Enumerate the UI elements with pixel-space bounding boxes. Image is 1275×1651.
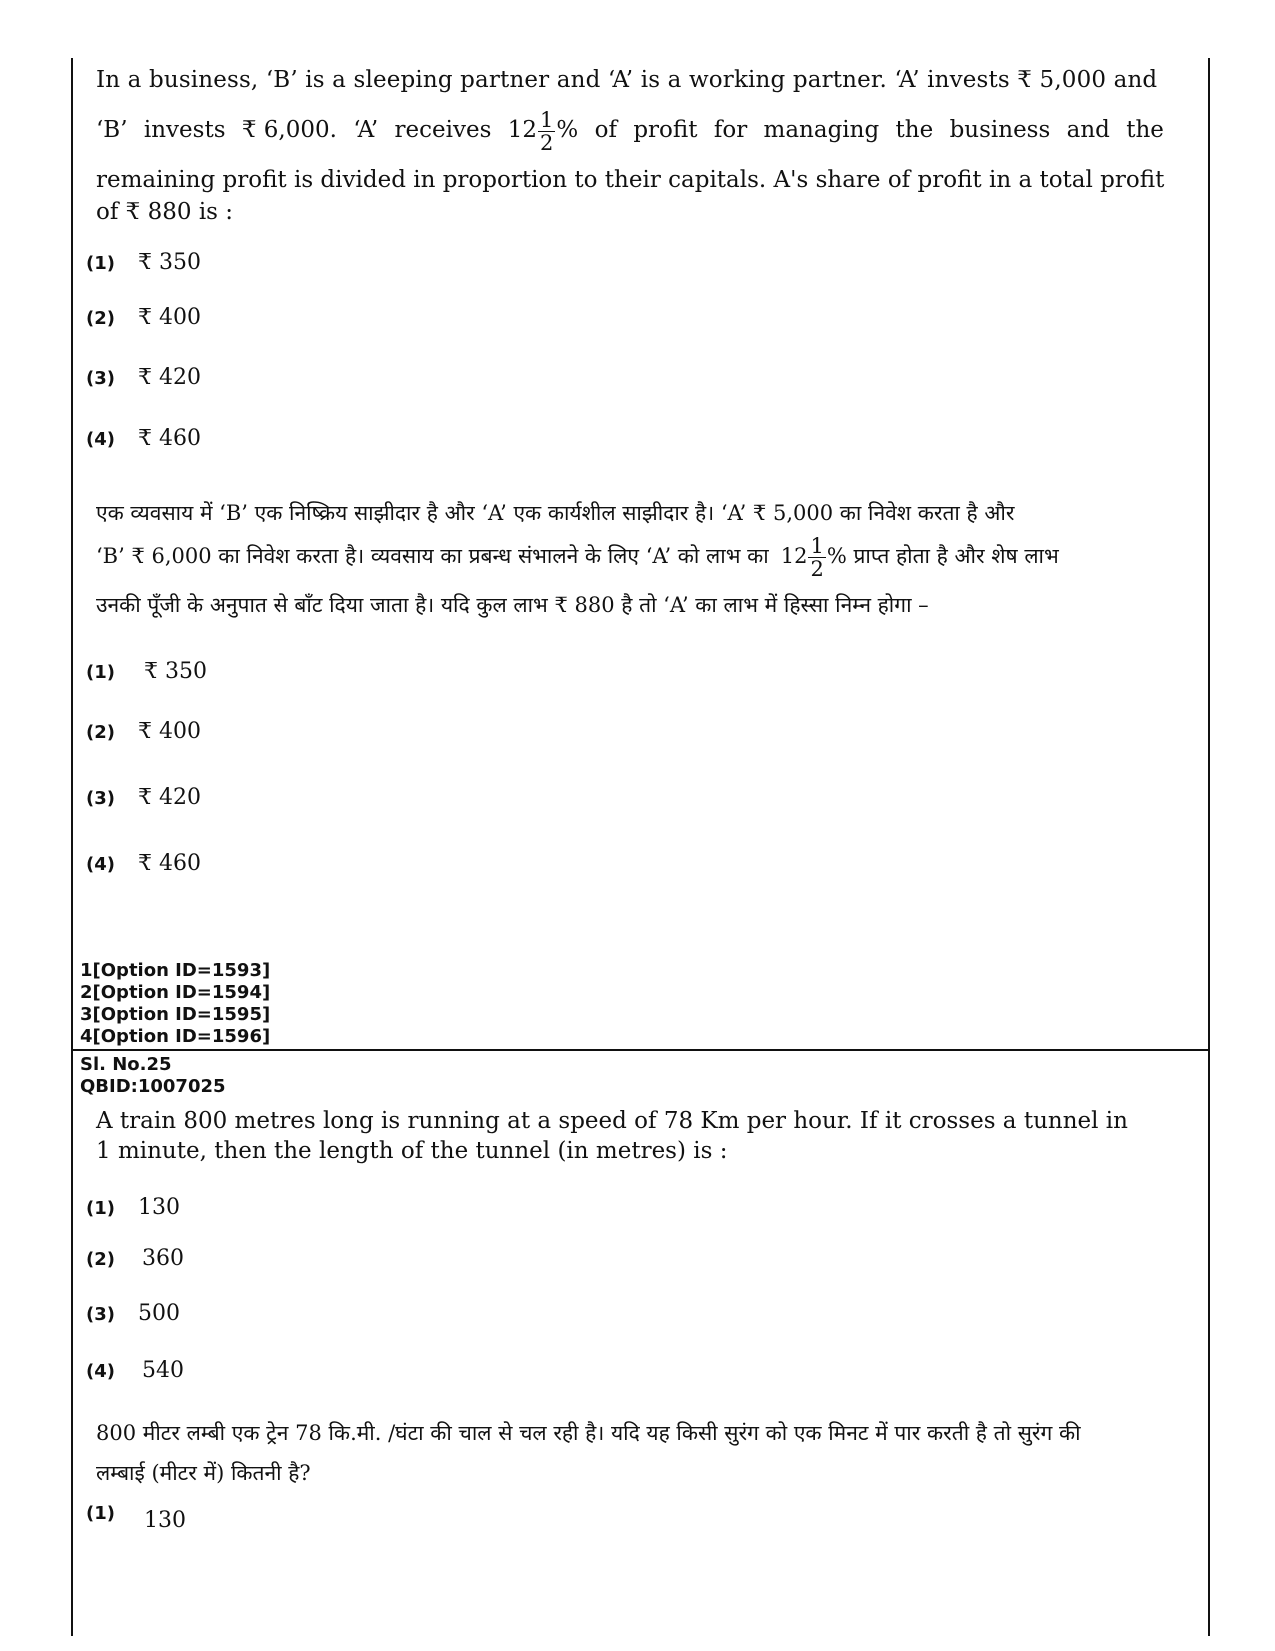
- q25-en-line-1: [96, 1106, 1164, 1136]
- page-border-right: [1208, 58, 1210, 1636]
- q24-en-word: receives: [394, 117, 492, 143]
- q24-hi-line-2-b: % प्राप्त होता है और शेष लाभ: [826, 544, 1059, 568]
- q24-hi-option-2[interactable]: [86, 719, 201, 744]
- q24-hindi-text: [96, 488, 1164, 624]
- option-value: ₹ 420: [138, 365, 201, 390]
- page-border-left: [71, 58, 73, 1636]
- serial-number: Sl. No.25: [80, 1054, 172, 1075]
- option-number: (1): [86, 1198, 115, 1219]
- q24-option-ids: [80, 960, 270, 1048]
- q24-en-option-2[interactable]: [86, 305, 201, 330]
- fraction-whole: 12: [780, 544, 808, 568]
- option-value: 130: [138, 1195, 180, 1220]
- q24-hi-line-3: उनकी पूँजी के अनुपात से बाँट दिया जाता है। यदि कुल लाभ ₹ 880 है तो ‘A’ का लाभ में हिस्सा निम्न होगा –: [96, 593, 929, 617]
- q24-en-line-3: [96, 155, 1164, 195]
- q24-en-line-3-text: remaining profit is divided in proportion to their capitals. A's share of profit in a total profit: [96, 167, 1165, 193]
- q24-hi-option-4[interactable]: [86, 851, 201, 876]
- option-value: ₹ 350: [138, 250, 201, 275]
- q24-en-line-1-text: In a business, ‘B’ is a sleeping partner and ‘A’ is a working partner. ‘A’ invests ₹ 5,000 and: [96, 67, 1158, 93]
- fraction-numerator: 1: [540, 107, 554, 132]
- q24-en-word: profit: [633, 117, 698, 143]
- fraction-denominator: 2: [540, 130, 554, 155]
- fraction-whole: 12: [507, 117, 538, 143]
- option-value: ₹ 350: [144, 659, 207, 684]
- q24-english-text: [96, 55, 1164, 229]
- option-number: (4): [86, 429, 115, 450]
- q24-en-word: ‘B’: [96, 117, 128, 143]
- option-number: (2): [86, 1249, 115, 1270]
- option-value: ₹ 460: [138, 426, 201, 451]
- q24-en-line-4: of ₹ 880 is :: [96, 199, 234, 225]
- q24-en-word: ₹ 6,000.: [241, 117, 337, 143]
- fraction: [808, 535, 825, 580]
- option-number: (4): [86, 854, 115, 875]
- q25-meta: [80, 1054, 226, 1098]
- q24-en-option-3[interactable]: [86, 365, 201, 390]
- option-value: 500: [138, 1301, 180, 1326]
- q24-en-word: the: [895, 117, 934, 143]
- option-number: (3): [86, 788, 115, 809]
- q25-en-option-4[interactable]: [86, 1358, 184, 1383]
- option-number: (2): [86, 308, 115, 329]
- q24-hi-line-2-a: ‘B’ ₹ 6,000 का निवेश करता है। व्यवसाय का प्रबन्ध संभालने के लिए ‘A’ को लाभ का: [96, 544, 769, 568]
- q25-hi-line-1: 800 मीटर लम्बी एक ट्रेन 78 कि.मी. /घंटा की चाल से चल रही है। यदि यह किसी सुरंग को एक मिनट में पार करती है तो सुरंग की: [96, 1421, 1081, 1445]
- option-number: (1): [86, 1503, 115, 1524]
- q24-en-word: ‘A’: [353, 117, 379, 143]
- q24-en-word: of: [594, 117, 617, 143]
- fraction: [538, 109, 555, 154]
- q24-en-option-4[interactable]: [86, 426, 201, 451]
- q24-en-line-2: [96, 105, 1164, 155]
- q25-en-line-1-text: A train 800 metres long is running at a speed of 78 Km per hour. If it crosses a tunnel in: [96, 1108, 1128, 1134]
- q24-en-line-1: [96, 55, 1164, 105]
- q25-hi-option-1[interactable]: [86, 1503, 186, 1533]
- q24-en-percent-fraction: [508, 105, 579, 155]
- option-number: (4): [86, 1361, 115, 1382]
- option-id-3: 3[Option ID=1595]: [80, 1004, 271, 1025]
- option-id-4: 4[Option ID=1596]: [80, 1026, 271, 1047]
- q24-en-word: the: [1126, 117, 1164, 143]
- q25-en-option-2[interactable]: [86, 1246, 184, 1271]
- option-id-2: 2[Option ID=1594]: [80, 982, 271, 1003]
- q24-hi-option-1[interactable]: [86, 659, 207, 684]
- option-number: (2): [86, 722, 115, 743]
- question-divider: [71, 1049, 1210, 1051]
- option-value: 360: [142, 1246, 184, 1271]
- q24-en-option-1[interactable]: [86, 250, 201, 275]
- q25-en-option-1[interactable]: [86, 1195, 180, 1220]
- option-value: 130: [144, 1508, 186, 1533]
- q24-en-word: for: [713, 117, 748, 143]
- q25-en-option-3[interactable]: [86, 1301, 180, 1326]
- q25-hindi-text: [96, 1413, 1164, 1493]
- option-value: 540: [142, 1358, 184, 1383]
- option-number: (3): [86, 1304, 115, 1325]
- option-number: (1): [86, 662, 115, 683]
- fraction-numerator: 1: [810, 534, 824, 558]
- option-value: ₹ 400: [138, 305, 201, 330]
- q25-en-line-2: 1 minute, then the length of the tunnel (in metres) is :: [96, 1138, 728, 1164]
- option-id-1: 1[Option ID=1593]: [80, 960, 271, 981]
- q24-hi-line-1: एक व्यवसाय में ‘B’ एक निष्क्रिय साझीदार है और ‘A’ एक कार्यशील साझीदार है। ‘A’ ₹ 5,000 का निवेश करता है और: [96, 501, 1015, 525]
- q24-en-word: invests: [143, 117, 226, 143]
- q24-hi-option-3[interactable]: [86, 785, 201, 810]
- q24-en-word: business: [949, 117, 1051, 143]
- q25-english-text: [96, 1106, 1164, 1166]
- option-value: ₹ 460: [138, 851, 201, 876]
- q25-hi-line-2: लम्बाई (मीटर में) कितनी है?: [96, 1461, 311, 1485]
- q24-en-word: managing: [763, 117, 880, 143]
- qbid: QBID:1007025: [80, 1076, 226, 1097]
- percent-sign: %: [556, 117, 579, 143]
- option-value: ₹ 420: [138, 785, 201, 810]
- option-number: (3): [86, 368, 115, 389]
- option-number: (1): [86, 253, 115, 274]
- q24-hi-line-2: [96, 532, 1164, 580]
- q24-en-word: and: [1066, 117, 1110, 143]
- fraction-denominator: 2: [810, 557, 824, 581]
- option-value: ₹ 400: [138, 719, 201, 744]
- q24-hi-percent-fraction: [781, 531, 827, 581]
